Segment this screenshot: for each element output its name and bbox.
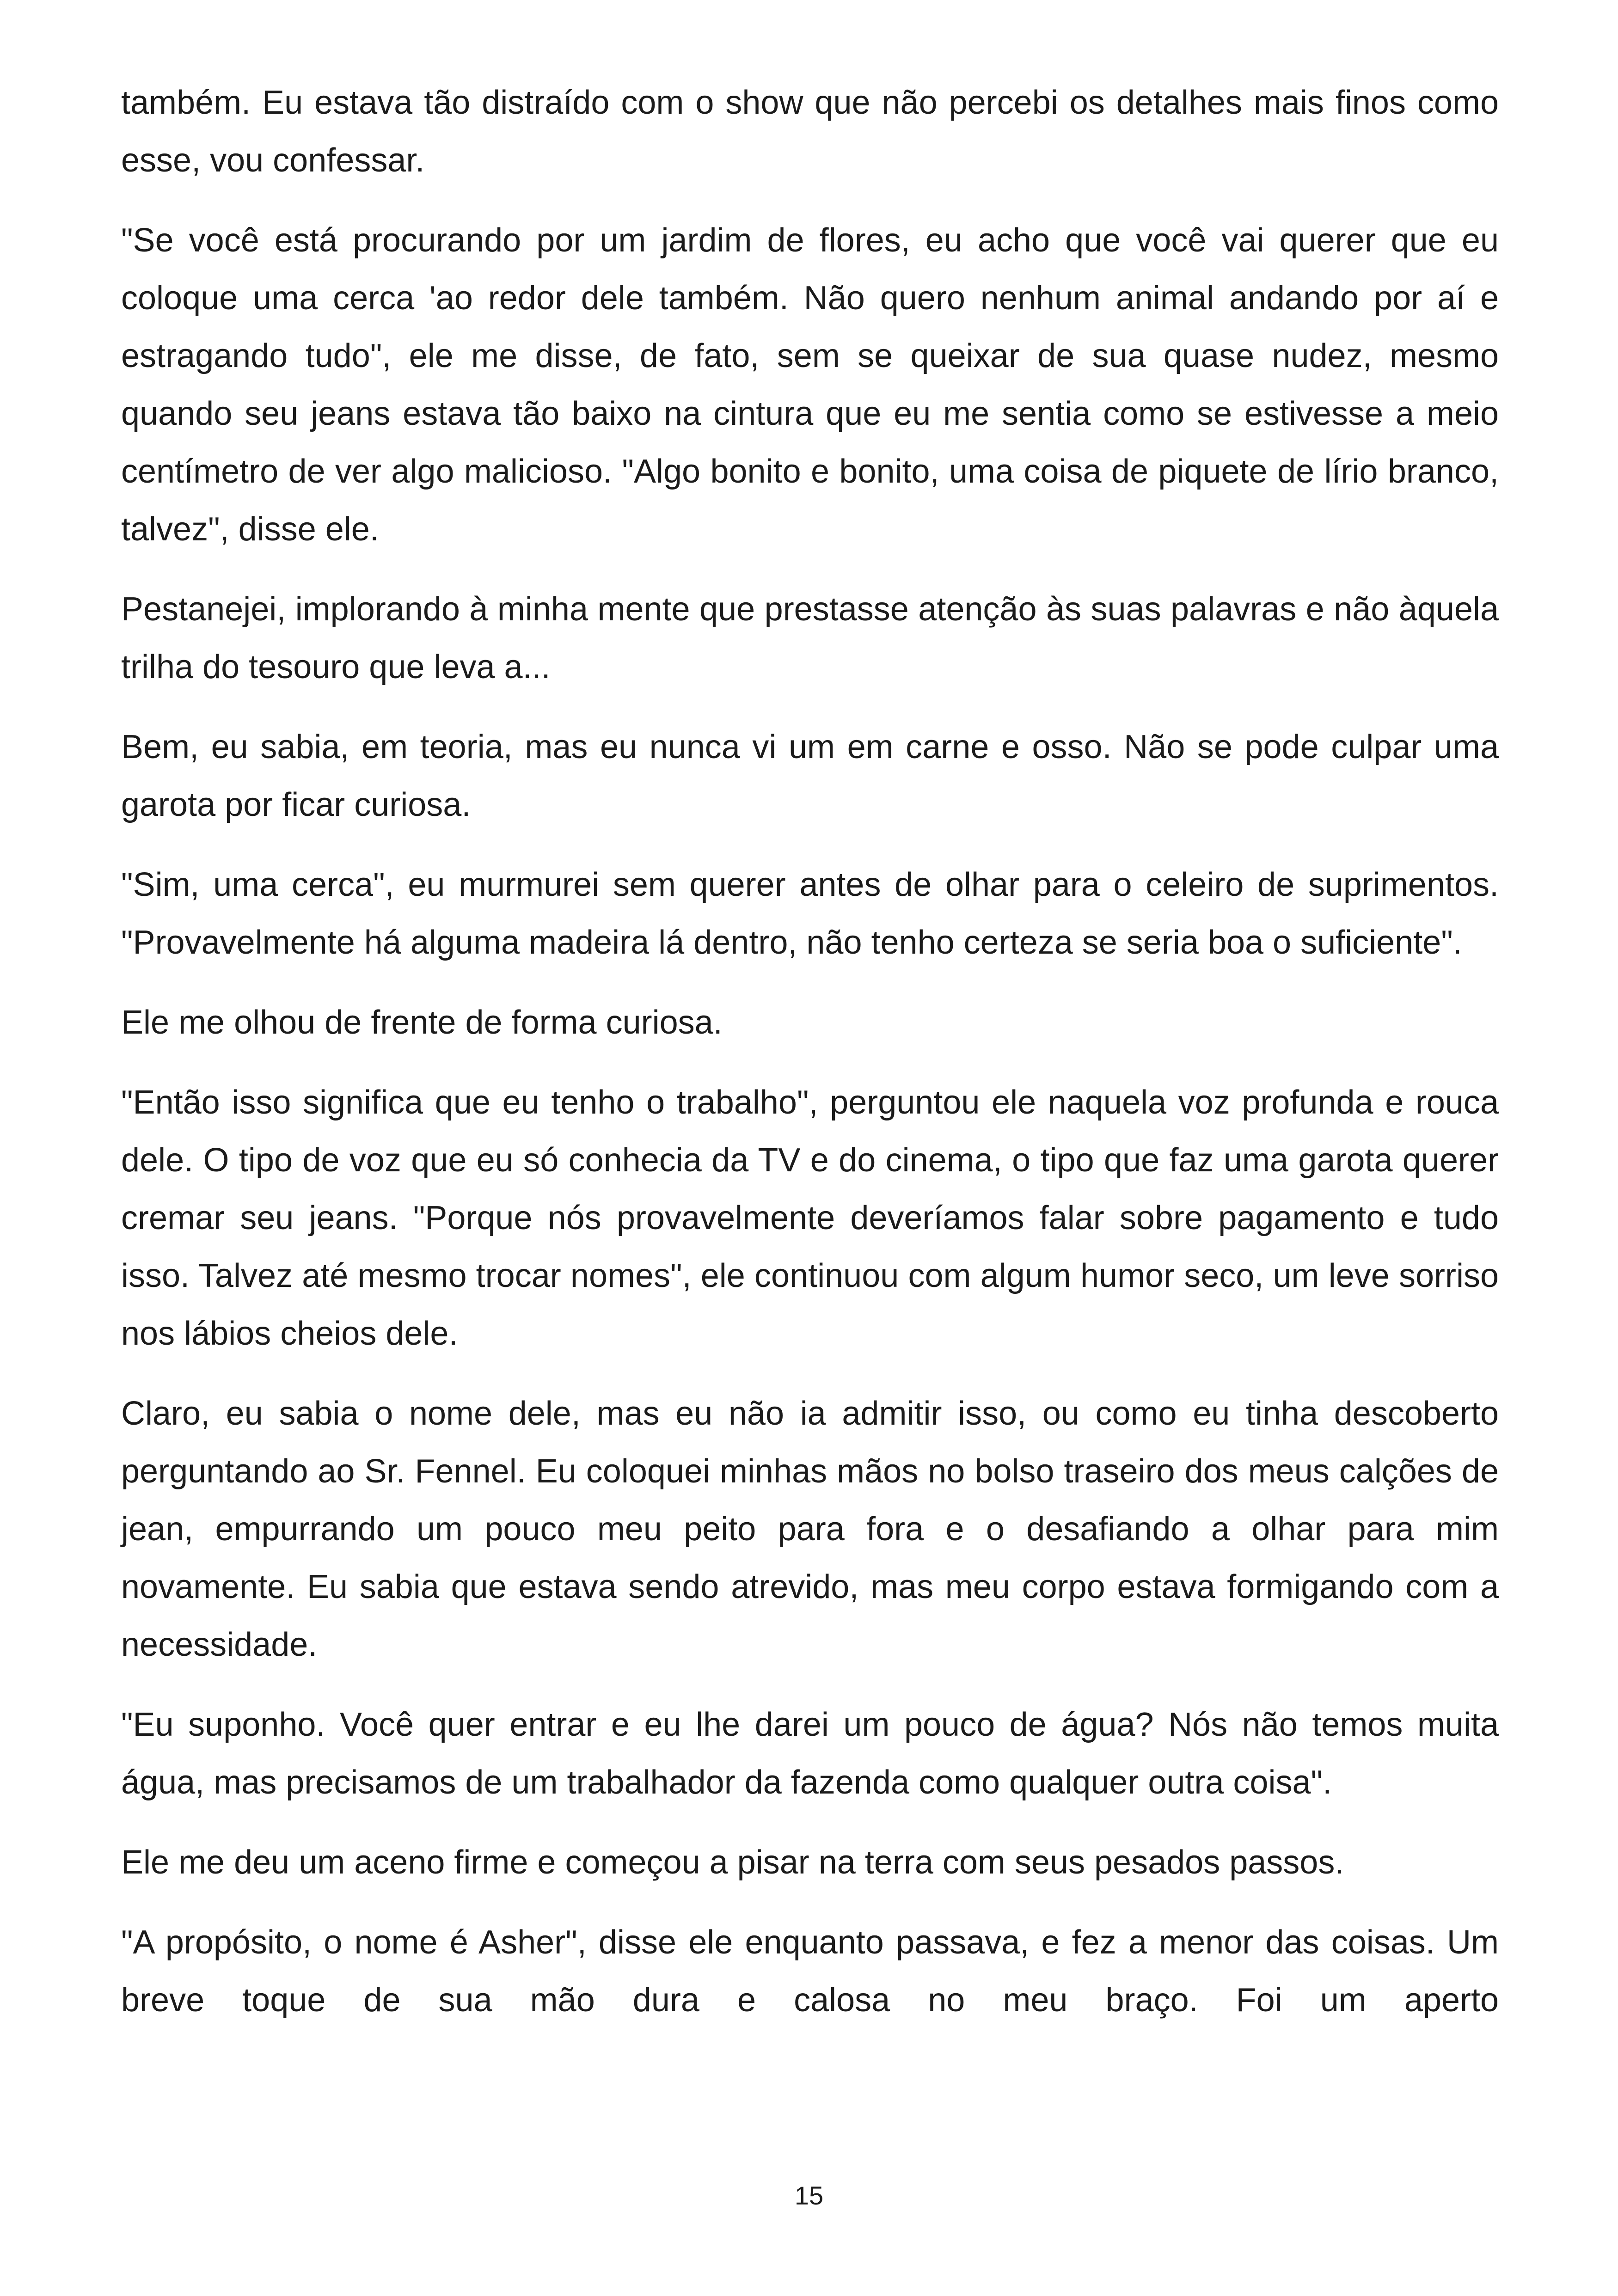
paragraph-4: Bem, eu sabia, em teoria, mas eu nunca vi um em carne e osso. Não se pode culpar uma garota por ficar curiosa. xyxy=(121,729,1499,823)
paragraph-3: Pestanejei, implorando à minha mente que prestasse atenção às suas palavras e não àquela trilha do tesouro que leva a... xyxy=(121,591,1499,686)
page-number: 15 xyxy=(794,2181,824,2210)
body-text xyxy=(121,74,1499,2051)
paragraph-6: Ele me olhou de frente de forma curiosa. xyxy=(121,1004,723,1041)
paragraph-8: Claro, eu sabia o nome dele, mas eu não ia admitir isso, ou como eu tinha descoberto perguntando ao Sr. Fennel. Eu coloquei minhas mãos no bolso traseiro dos meus calções de jean, empurrando um pouco meu peito para fora e o desafiando a olhar para mim novamente. Eu sabia que estava sendo atrevido, mas meu corpo estava formigando com a necessidade. xyxy=(121,1395,1499,1663)
paragraph-5: "Sim, uma cerca", eu murmurei sem querer antes de olhar para o celeiro de suprimentos. "Provavelmente há alguma madeira lá dentro, não tenho certeza se seria boa o suficiente". xyxy=(121,866,1499,961)
paragraph-10: Ele me deu um aceno firme e começou a pisar na terra com seus pesados passos. xyxy=(121,1844,1344,1881)
paragraph-7: "Então isso significa que eu tenho o trabalho", perguntou ele naquela voz profunda e rouca dele. O tipo de voz que eu só conhecia da TV e do cinema, o tipo que faz uma garota querer cremar seu jeans. "Porque nós provavelmente deveríamos falar sobre pagamento e tudo isso. Talvez até mesmo trocar nomes", ele continuou com algum humor seco, um leve sorriso nos lábios cheios dele. xyxy=(121,1084,1499,1352)
paragraph-1: também. Eu estava tão distraído com o show que não percebi os detalhes mais finos como esse, vou confessar. xyxy=(121,84,1499,179)
paragraph-2: "Se você está procurando por um jardim de flores, eu acho que você vai querer que eu coloque uma cerca 'ao redor dele também. Não quero nenhum animal andando por aí e estragando tudo", ele me disse, de fato, sem se queixar de sua quase nudez, mesmo quando seu jeans estava tão baixo na cintura que eu me sentia como se estivesse a meio centímetro de ver algo malicioso. "Algo bonito e bonito, uma coisa de piquete de lírio branco, talvez", disse ele. xyxy=(121,222,1499,548)
paragraph-9: "Eu suponho. Você quer entrar e eu lhe darei um pouco de água? Nós não temos muita água, mas precisamos de um trabalhador da fazenda como qualquer outra coisa". xyxy=(121,1706,1499,1801)
paragraph-11: "A propósito, o nome é Asher", disse ele enquanto passava, e fez a menor das coisas. Um breve toque de sua mão dura e calosa no meu braço. Foi um aperto xyxy=(121,1924,1499,2019)
